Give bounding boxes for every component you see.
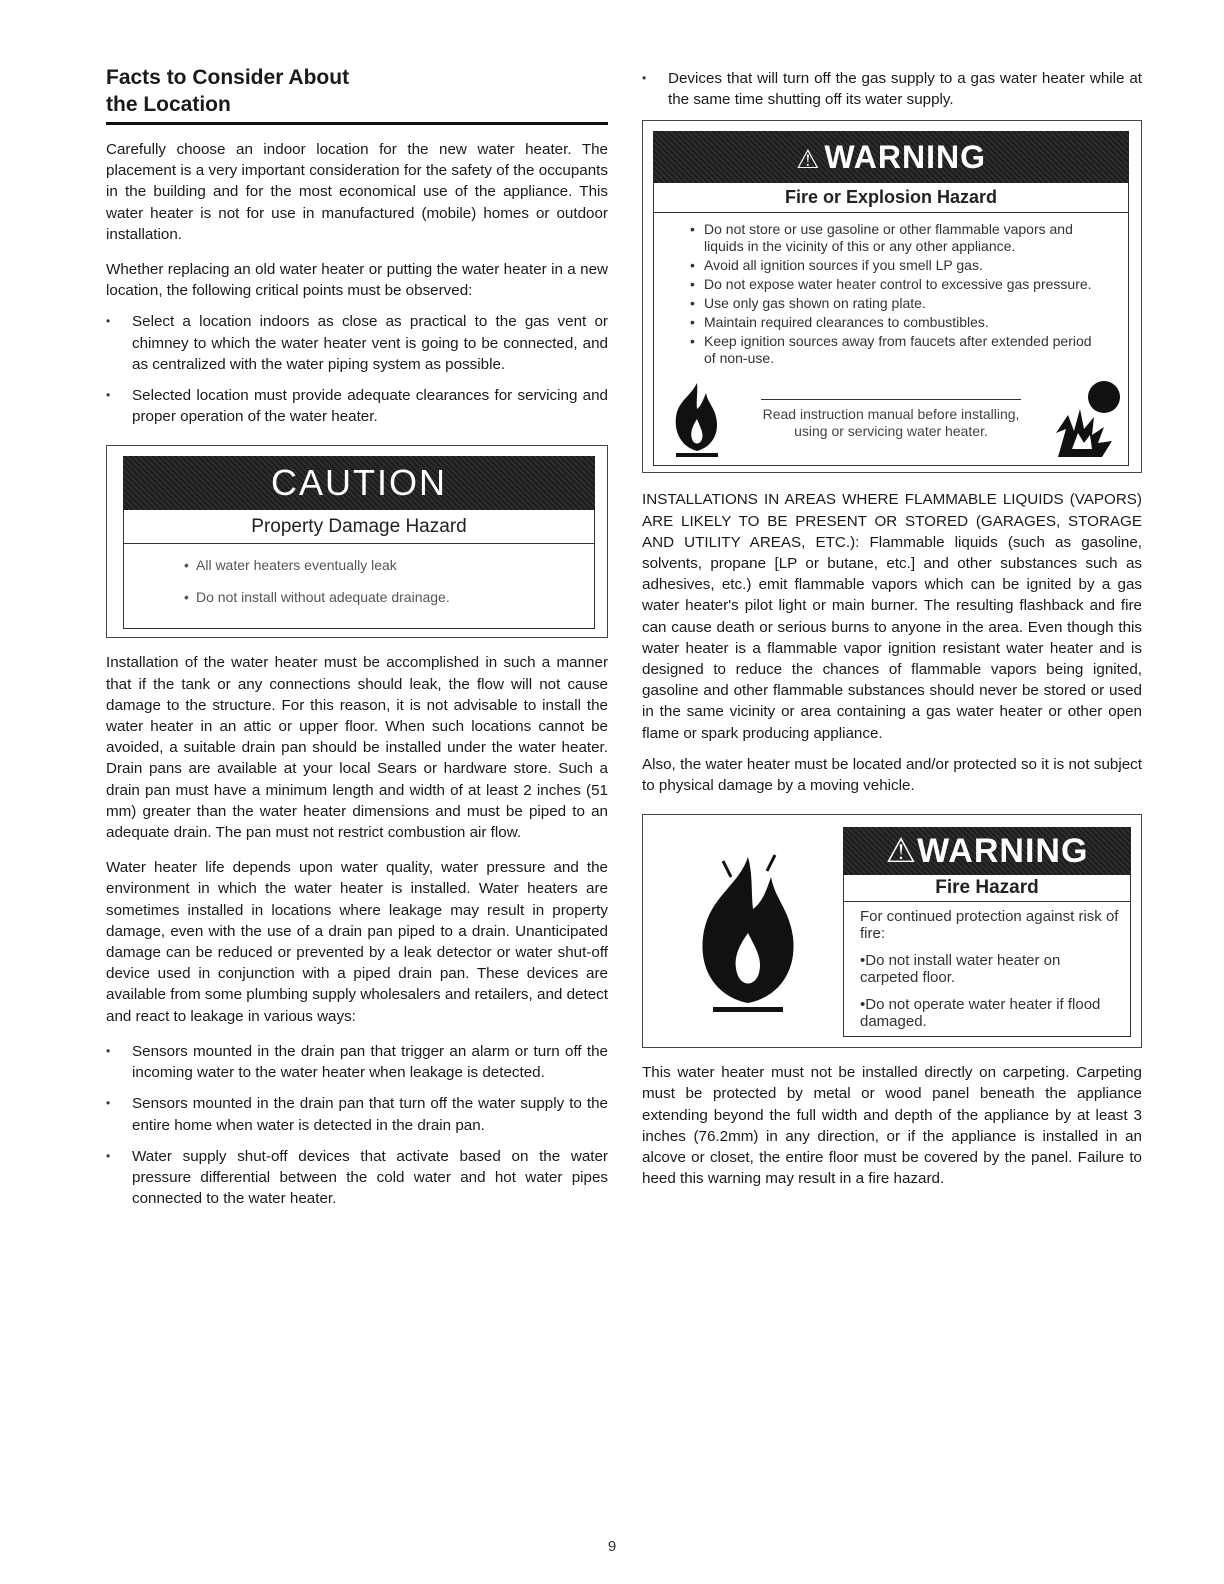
flame-icon — [660, 379, 734, 459]
warning-signal-word: WARNING — [917, 832, 1089, 871]
read-manual-note: Read instruction manual before installing, using or servicing water heater. — [761, 399, 1021, 440]
list-item: •Do not install water heater on carpeted floor. — [860, 952, 1061, 987]
list-item: • Maintain required clearances to combustibles. — [690, 314, 1100, 331]
list-item: • All water heaters eventually leak — [184, 554, 594, 576]
vehicle-protection-paragraph: Also, the water heater must be located and/or protected so it is not subject to physical damage by a moving vehicle. — [642, 755, 1142, 795]
list-item: • Keep ignition sources away from faucets after extended period of non-use. — [690, 333, 1100, 367]
critical-points-paragraph: Whether replacing an old water heater or putting the water heater in a new location, the following critical points must be observed: — [106, 261, 608, 300]
warning-signal-bar — [653, 131, 1129, 183]
list-item: • Do not store or use gasoline or other flammable vapors and liquids in the vicinity of this or any other appliance. — [690, 221, 1100, 255]
caution-list — [124, 544, 594, 628]
location-bullets — [106, 311, 608, 427]
caution-label — [106, 445, 608, 638]
carpeting-paragraph: This water heater must not be installed directly on carpeting. Carpeting must be protected by metal or wood panel beneath the appliance extending beyond the full width and depth of the appliance by at least 3 inches (76.2mm) in any direction, or if the appliance is installed in an alcove or closet, the entire floor must be covered by the panel. Failure to heed this warning may result in a fire hazard. — [642, 1064, 1142, 1188]
section-heading — [106, 64, 608, 125]
list-item: • Water supply shut-off devices that activate based on the water pressure differential between the cold water and hot water pipes connected to the water heater. — [106, 1146, 608, 1210]
drain-pan-paragraph: Installation of the water heater must be accomplished in such a manner that if the tank or any connections should leak, the flow will not cause damage to the structure. For this reason, it is not advisable to install the water heater in an attic or upper floor. When such locations cannot be avoided, a suitable drain pan should be installed under the water heater. Drain pans are available at your local Sears or hardware store. Such a drain pan must have a minimum length and width of at least 2 inches (51 mm) greater than the water heater dimensions and must be piped to an adequate drain. The pan must not restrict combustion air flow. — [106, 654, 608, 842]
leak-device-bullets — [106, 1041, 608, 1209]
intro-paragraph: Carefully choose an indoor location for the new water heater. The placement is a very important consideration for the safety of the occupants in the building and for the most economical use of the appliance. This water heater is not for use in manufactured (mobile) homes or outdoor installation. — [106, 141, 608, 243]
warning-intro: For continued protection against risk of fire: — [860, 908, 1119, 943]
caution-signal-word: CAUTION — [123, 456, 595, 510]
list-item: • Sensors mounted in the drain pan that turn off the water supply to the entire home when water is detected in the drain pan. — [106, 1093, 608, 1135]
heading-line-2: the Location — [106, 93, 231, 116]
right-column — [642, 68, 1142, 1189]
flammable-liquids-paragraph: INSTALLATIONS IN AREAS WHERE FLAMMABLE LIQUIDS (VAPORS) ARE LIKELY TO BE PRESENT OR STORED (GARAGES, STORAGE AND UTILITY AREAS, ETC.): Flammable liquids (such as gasoline, solvents, propane [LP or butane, etc.] and other substances such as adhesives, etc.) emit flammable vapors which can be ignited by a gas water heater's pilot light or main burner. The resulting flashback and fire can cause death or serious burns to anyone in the area. Even though this water heater is a flammable vapor ignition resistant water heater and is designed to reduce the chances of flammable vapors being ignited, gasoline and other flammable substances should never be stored or used in the same vicinity or area containing a gas water heater or other open flame or spark producing appliance. — [642, 491, 1142, 742]
flame-icon — [683, 847, 813, 1017]
warning-signal-word: WARNING — [824, 139, 986, 176]
warning-hazard-title: Fire or Explosion Hazard — [654, 183, 1128, 213]
fire-hazard-warning-label — [642, 814, 1142, 1048]
heading-line-1: Facts to Consider About — [106, 66, 350, 89]
list-item: • Sensors mounted in the drain pan that trigger an alarm or turn off the incoming water to the water heater when leakage is detected. — [106, 1041, 608, 1083]
page-number: 9 — [607, 1538, 617, 1555]
list-item: • Select a location indoors as close as practical to the gas vent or chimney to which the water heater vent is going to be connected, and as centralized with the water piping system as possible. — [106, 311, 608, 375]
list-item: •Do not operate water heater if flood damaged. — [860, 996, 1101, 1031]
left-column — [106, 64, 608, 1219]
list-item: • Avoid all ignition sources if you smell LP gas. — [690, 257, 1100, 274]
list-item: • Devices that will turn off the gas supply to a gas water heater while at the same time shutting off its water supply. — [642, 68, 1142, 110]
warning-hazard-title: Fire Hazard — [844, 875, 1130, 902]
water-heater-life-paragraph: Water heater life depends upon water quality, water pressure and the environment in which the water heater is installed. Water heaters are sometimes installed in locations where leakage may result in property damage, even with the use of a drain pan piped to a drain. Unanticipated damage can be reduced or prevented by a leak detector or water shut-off device used in conjunction with a piped drain pan. These devices are available from some plumbing supply wholesalers and retailers, and detect and react to leakage in various ways: — [106, 859, 608, 1025]
warning-triangle-icon: ⚠ — [885, 832, 918, 871]
list-item: • Do not expose water heater control to excessive gas pressure. — [690, 276, 1100, 293]
warning-list — [654, 213, 1128, 373]
explosion-icon — [1048, 379, 1122, 459]
list-item: • Use only gas shown on rating plate. — [690, 295, 1100, 312]
list-item: • Selected location must provide adequate clearances for servicing and proper operation of the water heater. — [106, 385, 608, 427]
warning-triangle-icon: ⚠ — [796, 144, 821, 175]
gas-shutoff-bullet — [642, 68, 1142, 110]
list-item: • Do not install without adequate drainage. — [184, 586, 594, 608]
warning-signal-bar — [843, 827, 1131, 875]
fire-explosion-warning-label — [642, 120, 1142, 473]
caution-hazard-title: Property Damage Hazard — [124, 510, 594, 544]
